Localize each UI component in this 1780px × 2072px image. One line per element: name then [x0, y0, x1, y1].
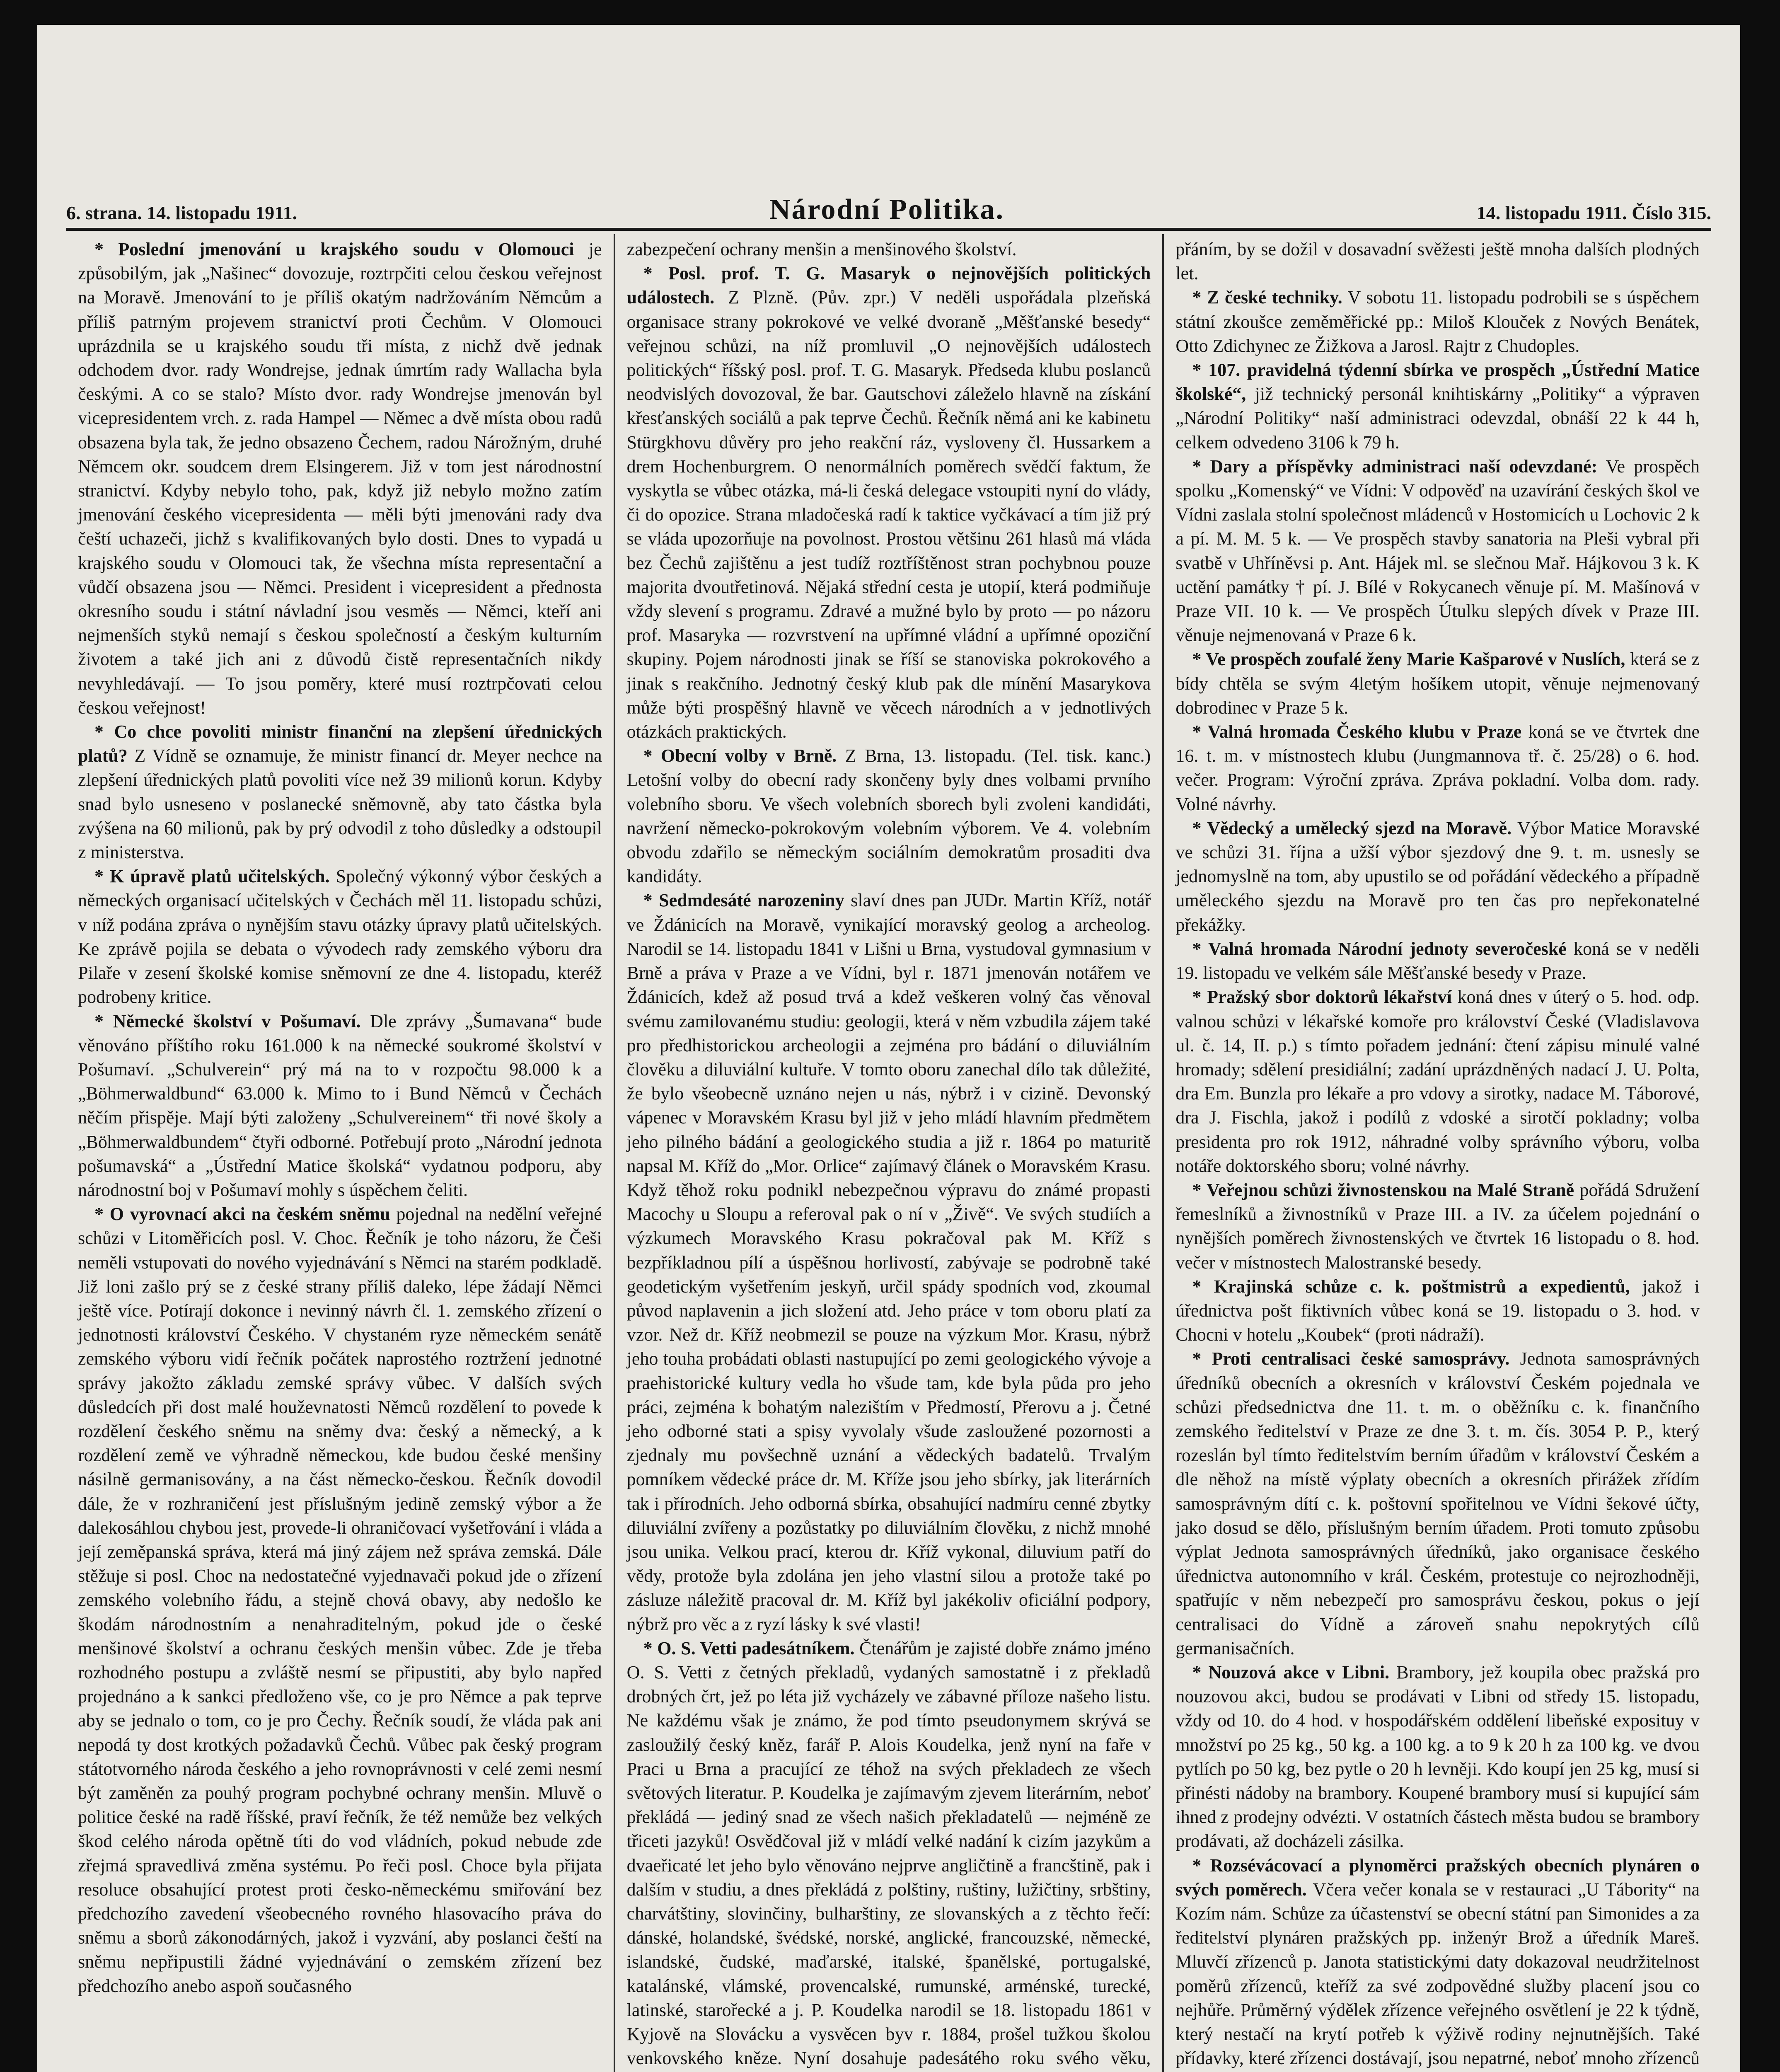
article-text: Čtenářům je zajisté dobře známo jméno O. S. Vetti z četných překladů, vydaných samostatně i z překladů drobných črt, jež po léta již vycházely ve zábavné příloze našeho listu. Ne každému však je známo, že pod tímto pseudonymem skrývá se zasloužilý český kněz, farář P. Alois Koudelka, jenž nyní na faře v Praci u Brna a pracující ze téhož na svých překladech ze všech světových literatur. P. Koudelka je zajímavým zjevem literárním, neboť překládá — jediný snad ze všech našich překladatelů — nejméně ze třiceti jazyků! Osvědčoval již v mládí velké nadání k cizím jazykům a dvaeřicaté let jeho bylo věnováno nejprve angličtině a francštině, pak i dalším v studiu, a dnes překládá z polštiny, ruštiny, lužičtiny, srbštiny, charvátštiny, slovinčiny, bulharštiny, ze slovanských a z těchto řečí: dánské, holandské, švédské, norské, anglické, francouzské, německé, islandské, čudské, maďarské, italské, španělské, portugalské, katalánské, vlámské, provencalské, rumunské, arménské, turecké, latinské, starořecké a j. P. Koudelka narodil se 18. listopadu 1861 v Kyjově na Slovácku a vysvěcen byv r. 1884, prošel tužkou školou venkovského kněze. Nyní dosahuje padesátého roku svého věku, [626, 1638, 1151, 2069]
article-text: Z Plzně. (Pův. zpr.) V neděli uspořádala plzeňská organisace strany pokrokové ve velké dvoraně „Měšťanské besedy“ veřejnou schůzi, na níž promluvil „O nejnovějších událostech politických“ říšský posl. prof. T. G. Masaryk. Předseda klubu poslanců neodvislých dovozoval, že bar. Gautschovi záleželo hlavně na získání křesťanských sociálů a pak teprve Čechů. Řečník němá ani ke kabinetu Stürgkhovu důvěry pro jeho reakční ráz, vysloveny čl. Hussarkem a drem Hochenburgrem. O nenormálních poměrech svědčí faktum, že vyskytla se vůbec otázka, má-li česká delegace vstoupiti nyní do vlády, či do opozice. Strana mladočeská radí k taktice vyčkávací a tím již prý se vláda upozorňuje na povolnost. Prostou většinu 261 hlasů má vláda bez Čechů zajištěnu a jest tudíž roztříštěnost stran pochybnou pouze majorita dvoutřetinová. Nějaká střední cesta je utopií, která podmiňuje vždy slevení s programu. Zdravé a mužné bylo by proto — po názoru prof. Masaryka — rozvrstvení na upřímné vládní a upřímné opoziční skupiny. Pojem národnosti jinak se říší se stanoviska pokrokového a jinak s reakčního. Jednotný český klub pak dle mínění Masarykova může býti prospěšný hlavně ve věcech národních a v jednotlivých otázkách praktických. [626, 287, 1151, 742]
article-heading: * Poslední jmenování u krajského soudu v Olomouci [94, 239, 574, 259]
article-text: Dle zprávy „Šumavana“ bude věnováno příštího roku 161.000 k na německé soukromé školství v Pošumaví. „Schulverein“ prý má na to v rozpočtu 98.000 k a „Böhmerwaldbund“ 63.000 k. Mimo to i Bund Němců v Čechách něčím přispěje. Mají býti založeny „Schulvereinem“ tři nové školy a „Böhmerwaldbundem“ čtyři odborné. Potřebují proto „Národní jednota pošumavská“ a „Ústřední Matice školská“ vydatnou podporu, aby národnostní boj v Pošumaví mohly s úspěchem čeliti. [78, 1011, 602, 1200]
article-heading: * Proti centralisaci české samosprávy. [1192, 1348, 1510, 1369]
article-heading: * Valná hromada Českého klubu v Praze [1192, 721, 1522, 742]
article-text: přáním, by se dožil v dosavadní svěžesti ještě mnoha dalších plodných let. [1175, 239, 1700, 284]
article-heading: * Posl. prof. T. G. Masaryk o nejnovějších politických událostech. [626, 263, 1151, 308]
article-heading: * Co chce povoliti ministr finanční na zlepšení úřednických platů? [78, 721, 602, 766]
article-text: V sobotu 11. listopadu podrobili se s úspěchem státní zkoušce zeměměřické pp.: Miloš Klouček z Nových Benátek, Otto Zdichynec ze Žižkova a Jarosl. Rajtr z Chudoples. [1175, 287, 1700, 356]
header-date-left: 6. strana. 14. listopadu 1911. [66, 202, 297, 223]
article-text: Z Vídně se oznamuje, že ministr financí dr. Meyer nechce na zlepšení úřednických platů povoliti více než 39 milionů korun. Kdyby snad bylo usneseno v poslanecké sněmovně, aby tato částka byla zvýšena na 60 milionů, pak by prý odvodil z toho důsledky a odstoupil z ministerstva. [78, 746, 602, 863]
header-date-right: 14. listopadu 1911. Číslo 315. [1476, 202, 1711, 223]
article-text: která se z bídy chtěla se svým 4letým hošíkem utopit, věnuje nejmenovaný dobrodinec v Praze 5 k. [1175, 649, 1700, 718]
article-heading: * Krajinská schůze c. k. poštmistrů a expedientů, [1192, 1276, 1630, 1297]
article-text: koná se ve čtvrtek dne 16. t. m. v místnostech klubu (Jungmannova tř. č. 25/28) o 6. hod. večer. Program: Výroční zpráva. Zpráva pokladní. Volba dom. rady. Volné návrhy. [1175, 721, 1700, 814]
article-heading: * Nouzová akce v Libni. [1192, 1662, 1390, 1682]
page-header [66, 182, 1711, 231]
article-text: koná se v neděli 19. listopadu ve velkém sále Měšťanské besedy v Praze. [1175, 938, 1700, 983]
article-heading: * Sedmdesáté narozeniny [643, 890, 844, 911]
column-1 [66, 234, 614, 2072]
article-heading: * Vědecký a umělecký sjezd na Moravě. [1192, 818, 1512, 838]
article-text: Brambory, jež koupila obec pražská pro nouzovou akci, budou se prodávati v Libni od středy 15. listopadu, vždy od 10. do 4 hod. v hospodářském oddělení libeňské exposituy v množství po 25 kg., 50 kg. a 100 kg. a to 9 k 20 h za 100 kg. ve dvou pytlích po 50 kg, bez pytle o 20 h levněji. Kdo koupí jen 25 kg, musí si přinésti nádoby na brambory. Koupené brambory musí si kupující sám ihned z prodejny odvézti. V ostatních částech města budou se brambory prodávati, až docházeli zásilka. [1175, 1662, 1700, 1852]
article-paragraph [627, 237, 1151, 261]
article-text: pojednal na nedělní veřejné schůzi v Litoměřicích posl. V. Choc. Řečník je toho názoru, že Češi neměli vstupovati do nového vyjednávání s Němci na starém podkladě. Již loni zašlo prý se z české strany příliš daleko, lépe žádají Němci ještě více. Potírají dokonce i nevinný návrh čl. 1. zemského zřízení o jednotnosti království Českého. V chystaném ryze německém senátě zemského výboru vidí řečník počátek naprostého roztržení jednotné správy jakožto základu zemské správy vůbec. V dalších svých důsledcích při dost malé houževnatosti Němců rozdělení to povede k rozdělení českého sněmu na sněmy dva: český a německý, a k rozdělení země ve výhradně německou, kde budou české menšiny násilně germanisovány, a na část německo-českou. Řečník dovodil dále, že v rozhraničení jest příslušným jedině zemský výbor a že dalekosáhlou chybou jest, provede-li ohraničovací vyšetřování i vláda a její zeměpanská správa, která má jiný zájem než správa zemská. Dále stěžuje si posl. Choc na nedostatečné vyjednavači pokud jde o zřízení zemského volebního řádu, a stejně chová obavy, aby nedošlo ke škodám národnostním a nenahraditelným, pokud jde o české menšinové školství a ochranu českých menšin vůbec. Zde je třeba rozhodného postupu a zvláště nesmí se připustiti, aby bylo napřed projednáno a k sankci předloženo vše, co je pro Němce a pak teprve aby se jednalo o tom, co je pro Čechy. Řečník soudí, že vláda pak ani nepodá ty dost krotkých požadavků Čechů. Vůbec pak český program státotvorného národa českého a jeho rovnoprávnosti v celé zemi nesmí být zaměněn za pouhý program pochybné ochrany menšin. Mluvě o politice české na radě říšské, praví řečník, že též nemůže bez velkých škod celého národa opětně títi do vod vládních, pokud nebude zde zřejmá spravedlivá změna systému. Po řeči posl. Choce byla přijata resoluce obsahující protest proti česko-německému smiřování bez předchozího zavedení všeobecného rovného hlasovacího práva do sněmu a sborů zákonodárných, jakož i vyzvání, aby poslanci čeští na sněmu nepřipustili žádné vyjednávání o zemském zřízení bez předchozího anebo aspoň současného [78, 1204, 602, 1996]
article-paragraph [1175, 937, 1700, 985]
article-paragraph [627, 1636, 1151, 2072]
article-text: Z Brna, 13. listopadu. (Tel. tisk. kanc.) Letošní volby do obecní rady skončeny byly dnes volbami prvního volebního sboru. Ve všech volebních sborech byli zvoleni kandidáti, navržení německo-pokrokovým volebním výborem. Ve 4. volebním obvodu zdařilo se německým sociálním demokratům prosaditi dva kandidáty. [626, 746, 1151, 887]
newspaper-title: Národní Politika. [769, 194, 1005, 225]
article-heading: * Ve prospěch zoufalé ženy Marie Kašparové v Nuslích, [1192, 649, 1625, 670]
article-paragraph [1175, 237, 1700, 286]
article-text: koná dnes v úterý o 5. hod. odp. valnou schůzi v lékařské komoře pro království České (Vladislavova ul. č. 14, II. p.) s tímto pořadem jednání: čtení zápisu minulé valné hromady; sdělení presidiální; zadání uprázdněných nadací J. U. Polta, dra Em. Bunzla pro lékaře a pro vdovy a sirotky, nadace M. Táborové, dra J. Fischla, jakož i podílů z vdoské a sirotčí pokladny; volba presidenta pro rok 1912, náhradné volby správního výboru, volba notáře doktorského sboru; volné návrhy. [1175, 987, 1700, 1176]
article-columns [66, 234, 1711, 2072]
article-paragraph [1175, 647, 1700, 720]
article-paragraph [78, 237, 602, 720]
article-paragraph [1175, 455, 1700, 648]
article-text: Jednota samosprávných úředníků obecních a okresních v království Českém pojednala ve schůzi předsednictva dne 11. t. m. o oběžníku c. k. finančního zemského ředitelství v Praze ze dne 3. t. m. čís. 3054 P. P., který rozeslán byl tímto ředitelstvím berním úřadům v království Českém a dle něhož na místě výplaty obecních a okresních přirážek zřídím samosprávným dítí c. k. poštovní spořitelnou ve Vídni šekové účty, jako dosud se dělo, příslušným berním úřadem. Proti tomuto způsobu výplat Jednota samosprávných úředníků, jako organisace českého úřednictva autonomního v král. Českém, protestuje co nejrozhodněji, spatřujíc v něm nebezpečí pro samosprávu českou, pokus o její centralisaci do Vídně a zároveň snahu nepokrytých cílů germanisačních. [1175, 1348, 1700, 1658]
article-heading: * Pražský sbor doktorů lékařství [1192, 987, 1452, 1007]
article-heading: * Z české techniky. [1192, 287, 1342, 308]
article-paragraph [1175, 816, 1700, 937]
article-paragraph [78, 720, 602, 864]
article-text: zabezpečení ochrany menšin a menšinového školství. [626, 239, 1017, 259]
article-paragraph [627, 744, 1151, 888]
article-paragraph [78, 1009, 602, 1203]
article-paragraph [78, 864, 602, 1009]
article-paragraph [1175, 1178, 1700, 1275]
article-paragraph [1175, 720, 1700, 816]
article-paragraph [1175, 1275, 1700, 1347]
article-heading: * Veřejnou schůzi živnostenskou na Malé Straně [1192, 1179, 1574, 1200]
article-text: slaví dnes pan JUDr. Martin Kříž, notář ve Ždánicích na Moravě, vynikající moravský geolog a archeolog. Narodil se 14. listopadu 1841 v Lišni u Brna, vystudoval gymnasium v Brně a práva v Praze a ve Vídni, byl r. 1871 jmenován notářem ve Ždánicích, kdež až posud trvá a kdež veškeren volný čas věnoval svému zamilovanému studiu: geologii, která v něm vzbudila zájem také pro předhistorickou archeologii a zejména pro bádání o diluviálním člověku a diluviální kultuře. V tomto oboru zanechal dílo tak důležité, že bylo všeobecně uznáno nejen u nás, nýbrž i v cizině. Devonský vápenec v Moravském Krasu byl již v jeho mládí hlavním předmětem jeho pilného bádání a geologického studia a již r. 1864 po maturitě napsal M. Kříž do „Mor. Orlice“ zajímavý článek o Moravském Krasu. Když těhož roku podnikl nebezpečnou výpravu do známé propasti Macochy u Sloupu a referoval pak o ní v „Živě“. Ve svých studiích a výzkumech Moravského Krasu pokračoval pak M. Kříž s bezpříkladnou pílí a úspěšnou horlivostí, zabývaje se podrobně také geodetickým vyšetřením jeskyň, určil spády spodních vod, zkoumal původ naplavenin a jich složení atd. Jeho práce v tom oboru platí za vzor. Než dr. Kříž neobmezil se pouze na výzkum Mor. Krasu, nýbrž jeho touha probádati oblasti nastupující po zemi geologického vývoje a praehistorické kultury vedla ho všude tam, kde byla půda pro jeho práci, zejména k bohatým nalezištím v Předmostí, Přerovu a j. Četné jeho odborné stati a spisy vyvolaly všude zasloužené pozornosti a zjednaly mu povšechně uznání a vědeckých badatelů. Trvalým pomníkem vědecké práce dr. M. Kříže jsou jeho sbírky, jak literárních tak i přírodních. Jeho odborná sbírka, obsahující nadmíru cenné zbytky diluviální zvířeny a pozůstatky po diluviálním člověku, z nichž mnohé jsou unika. Velkou prací, kterou dr. Kříž vykonal, diluvium patří do vědy, protože byla zdolána jen jeho vlastní silou a protože také po zásluze náležitě pracoval dr. M. Kříž byl jakékoliv oficiální podpory, nýbrž pro věc a z ryzí lásky k své vlasti! [626, 890, 1151, 1634]
article-heading: * O. S. Vetti padesátníkem. [643, 1638, 855, 1658]
article-heading: * Obecní volby v Brně. [643, 746, 837, 766]
article-text: Výbor Matice Moravské ve schůzi 31. října a užší výbor sjezdový dne 9. t. m. usnesly se jednomyslně na tom, aby upustilo se od pořádání vědeckého a případně uměleckého sjezdu na Moravě pro ten čas pro nepřekonatelné překážky. [1175, 818, 1700, 935]
article-heading: * K úpravě platů učitelských. [94, 866, 330, 887]
article-text: Společný výkonný výbor českých a německých organisací učitelských v Čechách měl 11. listopadu schůzi, v níž podána zpráva o nynějším stavu otázky úpravy platů učitelských. Ke zprávě pojila se debata o vývodech rady zemského výboru dra Pilaře v zesení školské komise sněmovní ze dne 4. listopadu, kteréž podrobeny kritice. [78, 866, 602, 1007]
article-text: již technický personál knihtiskárny „Politiky“ a výpraven „Národní Politiky“ naší administraci odevzdal, obnáší 22 k 44 h, celkem odvedeno 3106 k 79 h. [1175, 384, 1700, 453]
newspaper-page [37, 25, 1740, 2072]
article-heading: * Rozsévácovací a plynoměrci pražských obecních plynáren o svých poměrech. [1175, 1855, 1700, 1900]
article-text: Včera večer konala se v restauraci „U Tábority“ na Kozím nám. Schůze za účastenství se obecní státní pan Simonides a za ředitelství plynáren pražských pp. inženýr Brož a úředník Mareš. Mluvčí zřízenců p. Janota statistickými daty dokazoval neudržitelnost poměrů zřízenců, kteříž za své zodpovědné služby placení jsou co nejhůře. Průměrný výdělek zřízence veřejného osvětlení je 22 k týdně, který nestačí na krytí potřeb k výživě rodiny nejnutnějších. Také přídavky, které zřízenci dostávají, jsou nepatrné, neboť mnoho zřízenců [1175, 1879, 1700, 2069]
article-heading: * 107. pravidelná týdenní sbírka ve prospěch „Ústřední Matice školské“, [1175, 360, 1700, 404]
article-paragraph [1175, 1661, 1700, 1854]
article-paragraph [1175, 985, 1700, 1178]
article-text: jakož i úřednictva pošt fiktivních vůbec koná se 19. listopadu o 3. hod. v Chocni v hotelu „Koubek“ (proti nádraží). [1175, 1276, 1700, 1345]
article-heading: * O vyrovnací akci na českém sněmu [94, 1204, 390, 1225]
article-paragraph [1175, 1854, 1700, 2072]
article-heading: * Valná hromada Národní jednoty severočeské [1192, 938, 1567, 959]
article-heading: * Německé školství v Pošumaví. [94, 1011, 361, 1031]
column-2 [614, 234, 1163, 2072]
article-text: pořádá Sdružení řemeslníků a živnostníků v Praze III. a IV. za účelem pojednání o nynějších poměrech živnostenských ve čtvrtek 16 listopadu o 8. hod. večer v místnostech Malostranské besedy. [1175, 1179, 1700, 1273]
column-3 [1162, 234, 1711, 2072]
article-paragraph [627, 888, 1151, 1636]
article-text: Ve prospěch spolku „Komenský“ ve Vídni: V odpověď na uzavírání českých škol ve Vídni zaslala stolní společnost mládenců v Hostomicích u Lochovic 2 k a pí. M. M. 5 k. — Ve prospěch stavby sanatoria na Pleši vybral při svatbě v Uhříněvsi p. Ant. Hájek ml. se slečnou Mař. Hájkovou 3 k. K uctění památky † pí. J. Bílé v Rokycanech věnuje pí. M. Mašínová v Praze VII. 10 k. — Ve prospěch Útulku slepých dívek v Praze III. věnuje nejmenovaná v Praze 6 k. [1175, 456, 1700, 646]
article-paragraph [1175, 286, 1700, 358]
article-paragraph [78, 1202, 602, 1998]
article-paragraph [1175, 358, 1700, 455]
article-paragraph [627, 261, 1151, 744]
article-text: je způsobilým, jak „Našinec“ dovozuje, roztrpčiti celou českou veřejnost na Moravě. Jmenování to je příliš okatým nadržováním Němcům a příliš patrným projevem stranictví proti Čechům. V Olomouci uprázdnila se u krajského soudu tři místa, z nichž dvě jednak odchodem dvor. rady Wondrejse, jednak úmrtím rady Wallacha byla českými. A co se stalo? Místo dvor. rady Wondrejse jmenován byl vicepresidentem vrch. z. rada Hampel — Němec a dvě místa obou radů obsazena byla tak, že jedno obsazeno Čechem, radou Nárožným, druhé Němcem okr. soudcem drem Elsingerem. Již v tom jest národnostní stranictví. Kdyby nebylo toho, pak, když již nebylo možno zatím jmenování českého vicepresidenta — měli býti jmenováni rady dva čeští uchazeči, jichž s kvalifikovaných bylo dosti. Dnes to vypadá u krajského soudu v Olomouci tak, že všechna místa representační a vůdčí obsazena jsou — Němci. President i vicepresident a přednosta okresního soudu i státní návladní jsou vesměs — Němci, kteří ani nejmenších styků nemají s českou společností a českým kulturním životem a také jich ani z důvodů čistě representačních nikdy nevyhledávají. — To jsou poměry, které musí roztrpčovati celou českou veřejnost! [78, 239, 602, 718]
article-heading: * Dary a příspěvky administraci naší odevzdané: [1192, 456, 1598, 477]
article-paragraph [1175, 1347, 1700, 1661]
